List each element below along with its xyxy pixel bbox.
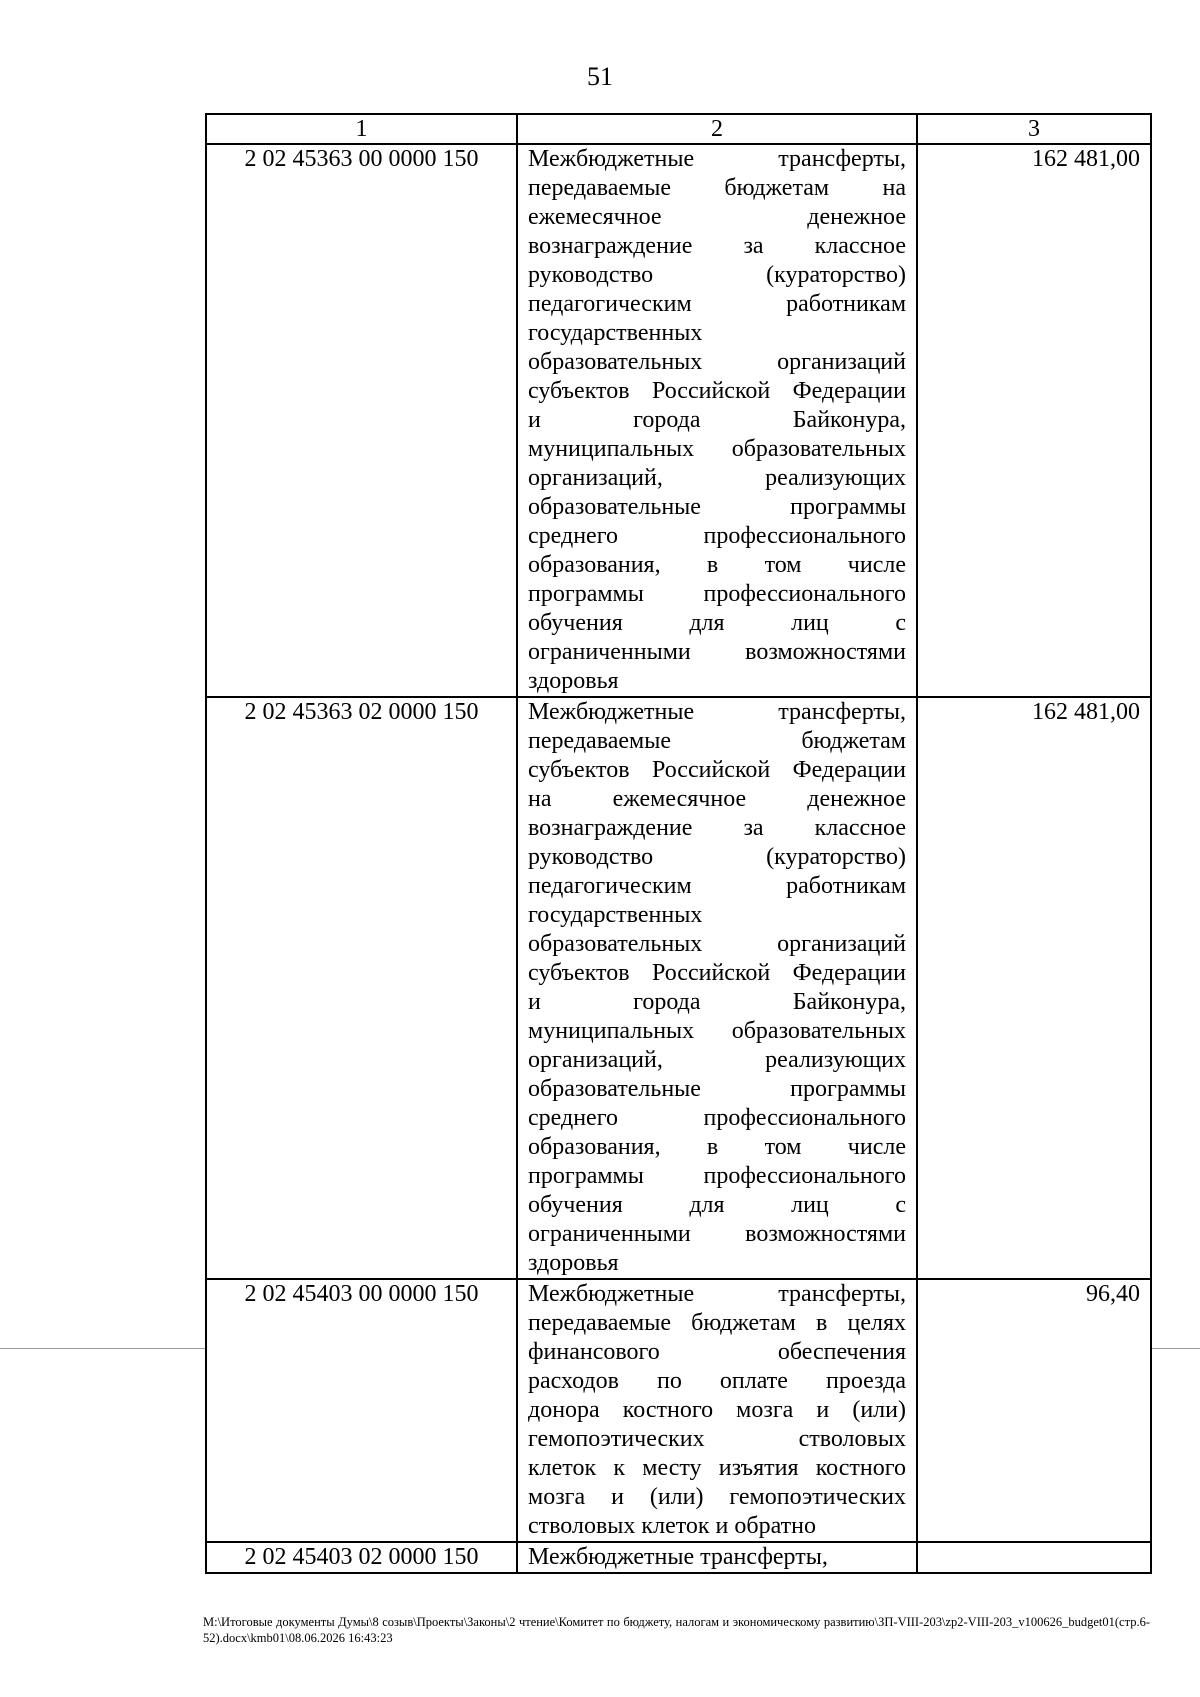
description-line: мозга и (или) гемопоэтических	[528, 1484, 906, 1510]
description-line: организаций, реализующих	[528, 465, 906, 491]
description-line: и города Байконура,	[528, 989, 906, 1015]
description-cell	[517, 697, 917, 1279]
budget-code-cell: 2 02 45403 00 0000 150	[206, 1279, 517, 1542]
description-line: среднего профессионального	[528, 1105, 906, 1131]
description-line: педагогическим работникам	[528, 873, 906, 899]
description-line: педагогическим работникам	[528, 291, 906, 317]
description-cell	[517, 1279, 917, 1542]
description-line: передаваемые бюджетам	[528, 728, 906, 754]
description-line: программы профессионального	[528, 581, 906, 607]
description-line: обучения для лиц с	[528, 1192, 906, 1218]
table-row	[206, 1542, 1151, 1573]
description-line: муниципальных образовательных	[528, 1018, 906, 1044]
description-line: обучения для лиц с	[528, 610, 906, 636]
description-line: на ежемесячное денежное	[528, 786, 906, 812]
page-number: 51	[587, 62, 613, 91]
description-line: программы профессионального	[528, 1163, 906, 1189]
scan-artifact-line-right	[1150, 1348, 1200, 1349]
description-line: ограниченными возможностями	[528, 639, 906, 665]
description-line: Межбюджетные трансферты,	[528, 1281, 906, 1307]
description-line: образования, в том числе	[528, 1134, 906, 1160]
amount-cell: 96,40	[917, 1279, 1151, 1542]
description-line: клеток к месту изъятия костного	[528, 1455, 906, 1481]
description-line: ограниченными возможностями	[528, 1221, 906, 1247]
description-line: субъектов Российской Федерации	[528, 757, 906, 783]
table-row	[206, 697, 1151, 1279]
description-line: передаваемые бюджетам на	[528, 175, 906, 201]
description-line: вознаграждение за классное	[528, 815, 906, 841]
description-line: организаций, реализующих	[528, 1047, 906, 1073]
description-line: государственных	[528, 902, 703, 928]
table-row	[206, 144, 1151, 697]
file-path-footer: M:\Итоговые документы Думы\8 созыв\Проекты\Законы\2 чтение\Комитет по бюджету, налогам и экономическому развитию\ЗП-VIII-203\zp2-VIII-203_v100626_budget01(стр.6-52).docx\kmb01\08.06.2026 16:43:23	[203, 1615, 1150, 1645]
table-body	[206, 144, 1151, 1573]
description-line: Межбюджетные трансферты,	[528, 699, 906, 725]
description-line: образовательных организаций	[528, 931, 906, 957]
budget-table	[205, 113, 1152, 1574]
description-line: вознаграждение за классное	[528, 233, 906, 259]
column-header: 1	[206, 114, 517, 144]
budget-code-cell: 2 02 45363 02 0000 150	[206, 697, 517, 1279]
description-line: образовательные программы	[528, 494, 906, 520]
description-line: субъектов Российской Федерации	[528, 378, 906, 404]
description-line: здоровья	[528, 1250, 619, 1276]
description-line: образовательные программы	[528, 1076, 906, 1102]
description-line: передаваемые бюджетам в целях	[528, 1310, 906, 1336]
description-line: субъектов Российской Федерации	[528, 960, 906, 986]
description-line: стволовых клеток и обратно	[528, 1513, 816, 1539]
description-line: донора костного мозга и (или)	[528, 1397, 906, 1423]
description-line: гемопоэтических стволовых	[528, 1426, 906, 1452]
description-line: руководство (кураторство)	[528, 262, 906, 288]
description-line: руководство (кураторство)	[528, 844, 906, 870]
description-line: и города Байконура,	[528, 407, 906, 433]
column-header: 3	[917, 114, 1151, 144]
amount-cell	[917, 1542, 1151, 1573]
description-line: здоровья	[528, 668, 619, 694]
description-line: образования, в том числе	[528, 552, 906, 578]
amount-cell: 162 481,00	[917, 697, 1151, 1279]
budget-code-cell: 2 02 45363 00 0000 150	[206, 144, 517, 697]
table-row	[206, 1279, 1151, 1542]
description-cell	[517, 144, 917, 697]
budget-code-cell: 2 02 45403 02 0000 150	[206, 1542, 517, 1573]
description-line: муниципальных образовательных	[528, 436, 906, 462]
description-line: Межбюджетные трансферты,	[528, 146, 906, 172]
description-line: ежемесячное денежное	[528, 204, 906, 230]
amount-cell: 162 481,00	[917, 144, 1151, 697]
table-header-row	[206, 114, 1151, 144]
description-line: финансового обеспечения	[528, 1339, 906, 1365]
scan-artifact-line-left	[0, 1348, 205, 1349]
description-line: среднего профессионального	[528, 523, 906, 549]
description-line: образовательных организаций	[528, 349, 906, 375]
description-cell	[517, 1542, 917, 1573]
description-line: расходов по оплате проезда	[528, 1368, 906, 1394]
description-line: государственных	[528, 320, 703, 346]
column-header: 2	[517, 114, 917, 144]
description-line: Межбюджетные трансферты,	[528, 1544, 828, 1570]
